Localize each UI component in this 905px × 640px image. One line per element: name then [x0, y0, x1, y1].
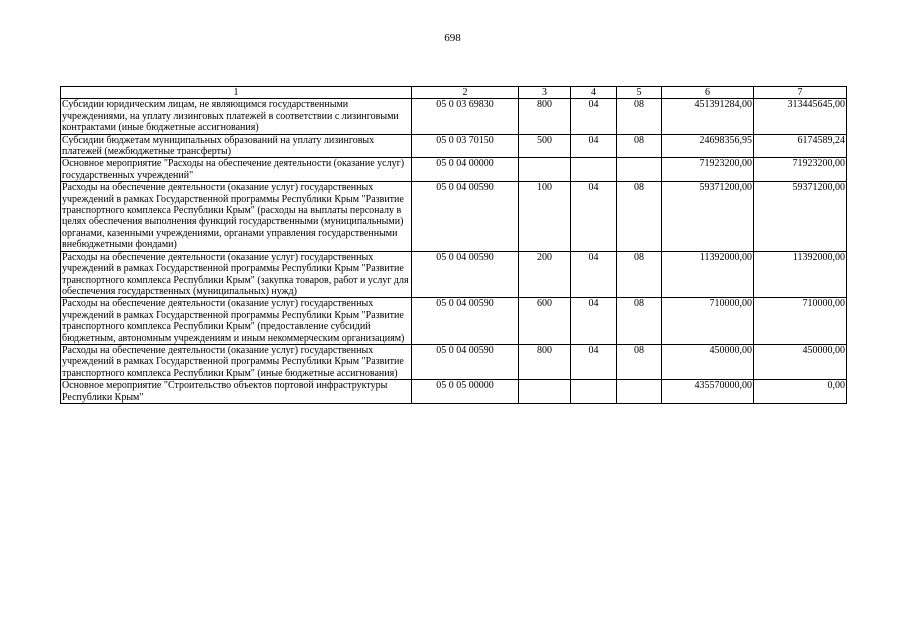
amount-col6: 11392000,00: [662, 251, 754, 298]
amount-col6: 59371200,00: [662, 182, 754, 251]
section: 04: [571, 134, 617, 158]
target-code: 05 0 03 70150: [412, 134, 519, 158]
target-code: 05 0 05 00000: [412, 380, 519, 404]
amount-col6: 71923200,00: [662, 158, 754, 182]
expense-type: [519, 380, 571, 404]
row-name: Субсидии бюджетам муниципальных образований на уплату лизинговых платежей (межбюджетные трансферты): [61, 134, 412, 158]
section: 04: [571, 99, 617, 134]
row-name: Основное мероприятие "Расходы на обеспечение деятельности (оказание услуг) государственных учреждений": [61, 158, 412, 182]
amount-col7: 71923200,00: [754, 158, 847, 182]
target-code: 05 0 04 00590: [412, 344, 519, 379]
amount-col6: 24698356,95: [662, 134, 754, 158]
amount-col7: 313445645,00: [754, 99, 847, 134]
budget-table: [60, 86, 847, 404]
amount-col7: 59371200,00: [754, 182, 847, 251]
subsection: [617, 158, 662, 182]
table-row: [61, 251, 847, 298]
table-row: [61, 182, 847, 251]
target-code: 05 0 03 69830: [412, 99, 519, 134]
expense-type: [519, 158, 571, 182]
table-row: [61, 99, 847, 134]
column-header-5: 5: [617, 87, 662, 99]
table-row: [61, 344, 847, 379]
target-code: 05 0 04 00590: [412, 298, 519, 345]
page-number: 698: [444, 32, 461, 44]
target-code: 05 0 04 00590: [412, 182, 519, 251]
row-name: Расходы на обеспечение деятельности (оказание услуг) государственных учреждений в рамках Государственной программы Республики Крым "Развитие транспортного комплекса Республики Крым" (закупка товаров, работ и услуг для обеспечения государственных (муниципальных) нужд): [61, 251, 412, 298]
row-name: Расходы на обеспечение деятельности (оказание услуг) государственных учреждений в рамках Государственной программы Республики Крым "Развитие транспортного комплекса Республики Крым" (иные бюджетные ассигнования): [61, 344, 412, 379]
target-code: 05 0 04 00000: [412, 158, 519, 182]
section: 04: [571, 182, 617, 251]
row-name: Субсидии юридическим лицам, не являющимся государственными учреждениями, на уплату лизинговых платежей в соответствии с лизинговыми контрактами (иные бюджетные ассигнования): [61, 99, 412, 134]
subsection: 08: [617, 344, 662, 379]
expense-type: 800: [519, 344, 571, 379]
row-name: Расходы на обеспечение деятельности (оказание услуг) государственных учреждений в рамках Государственной программы Республики Крым "Развитие транспортного комплекса Республики Крым" (предоставление субсидий бюджетным, автономным учреждениям и иным некоммерческим организациям): [61, 298, 412, 345]
amount-col6: 451391284,00: [662, 99, 754, 134]
amount-col7: 710000,00: [754, 298, 847, 345]
column-header-2: 2: [412, 87, 519, 99]
subsection: 08: [617, 99, 662, 134]
column-header-4: 4: [571, 87, 617, 99]
section: 04: [571, 344, 617, 379]
table-row: [61, 158, 847, 182]
header-row: [61, 87, 847, 99]
table-row: [61, 298, 847, 345]
subsection: 08: [617, 298, 662, 345]
column-header-7: 7: [754, 87, 847, 99]
table-row: [61, 134, 847, 158]
amount-col7: 0,00: [754, 380, 847, 404]
column-header-1: 1: [61, 87, 412, 99]
amount-col7: 11392000,00: [754, 251, 847, 298]
row-name: Расходы на обеспечение деятельности (оказание услуг) государственных учреждений в рамках Государственной программы Республики Крым "Развитие транспортного комплекса Республики Крым" (расходы на выплаты персоналу в целях обеспечения выполнения функций государственными (муниципальными) органами, казенными учреждениями, органами управления государственными внебюджетными фондами): [61, 182, 412, 251]
amount-col6: 450000,00: [662, 344, 754, 379]
subsection: [617, 380, 662, 404]
expense-type: 600: [519, 298, 571, 345]
section: 04: [571, 251, 617, 298]
expense-type: 100: [519, 182, 571, 251]
row-name: Основное мероприятие "Строительство объектов портовой инфраструктуры Республики Крым": [61, 380, 412, 404]
section: 04: [571, 298, 617, 345]
table-row: [61, 380, 847, 404]
amount-col7: 450000,00: [754, 344, 847, 379]
subsection: 08: [617, 251, 662, 298]
expense-type: 800: [519, 99, 571, 134]
subsection: 08: [617, 134, 662, 158]
amount-col6: 435570000,00: [662, 380, 754, 404]
target-code: 05 0 04 00590: [412, 251, 519, 298]
column-header-6: 6: [662, 87, 754, 99]
section: [571, 380, 617, 404]
expense-type: 200: [519, 251, 571, 298]
section: [571, 158, 617, 182]
subsection: 08: [617, 182, 662, 251]
column-header-3: 3: [519, 87, 571, 99]
amount-col6: 710000,00: [662, 298, 754, 345]
amount-col7: 6174589,24: [754, 134, 847, 158]
expense-type: 500: [519, 134, 571, 158]
